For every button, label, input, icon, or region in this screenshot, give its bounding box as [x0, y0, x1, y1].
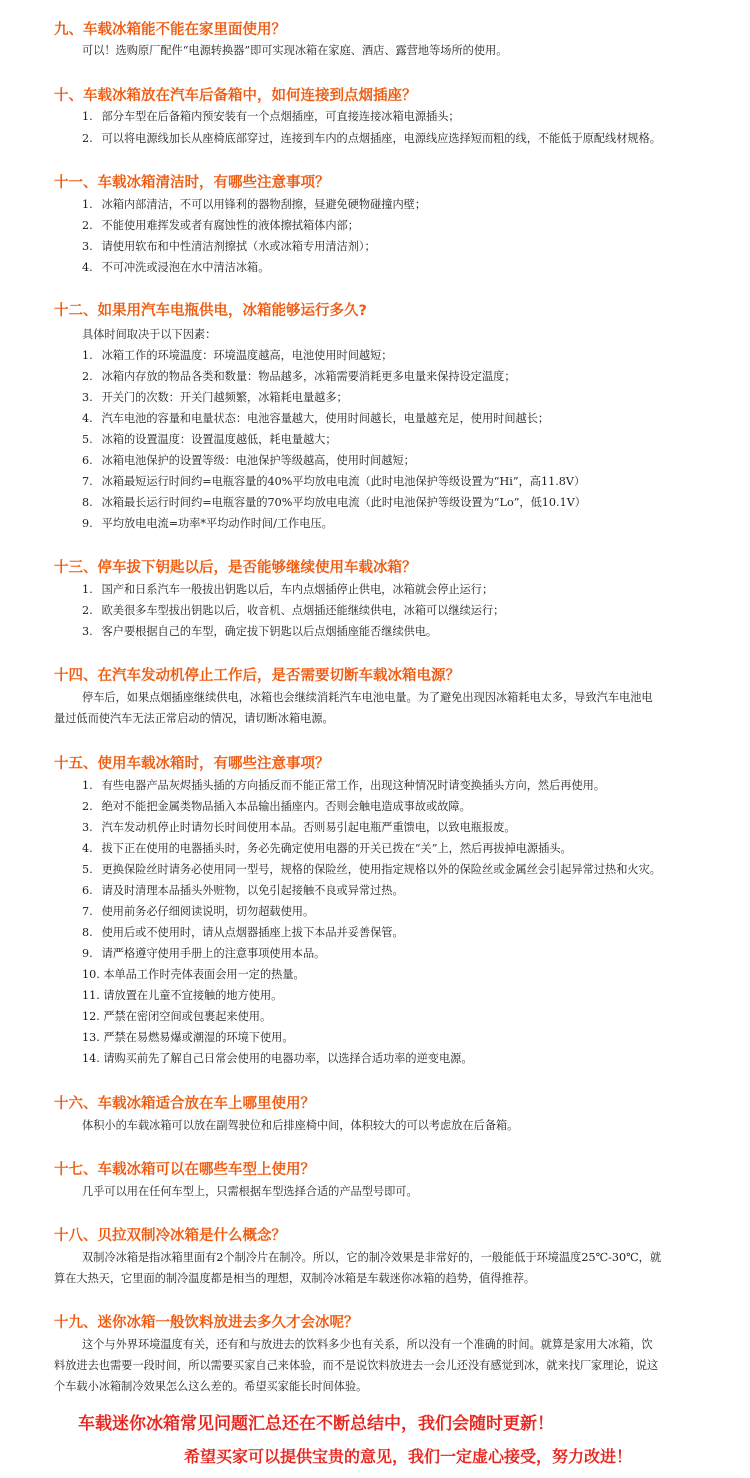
item-text: 部分车型在后备箱内预安装有一个点烟插座，可直接连接冰箱电源插头； [101, 110, 460, 123]
section-18-paragraph-line: 算在大热天，它里面的制冷温度都是相当的理想，双制冷冰箱是车载迷你冰箱的趋势，值得推荐。 [54, 1272, 536, 1285]
item-text: 开关门的次数：开关门越频繁，冰箱耗电量越多； [101, 391, 348, 404]
list-item [82, 603, 504, 619]
section-18-paragraph-line: 双制冷冰箱是指冰箱里面有2个制冷片在制冷。所以，它的制冷效果是非常好的，一般能低于环境温度25℃-30℃，就 [82, 1251, 662, 1264]
item-text: 有些电器产品灰烬插头插的方向插反而不能正常工作，出现这种情况时请变换插头方向，然后再使用。 [101, 779, 606, 792]
list-item [82, 109, 460, 125]
item-text: 欧美很多车型拔出钥匙以后，收音机、点烟插还能继续供电，冰箱可以继续运行； [101, 604, 505, 617]
list-item [82, 348, 392, 364]
list-item [82, 260, 269, 276]
section-11-title: 十一、车载冰箱清洁时，有哪些注意事项？ [54, 175, 330, 191]
section-9-title: 九、车载冰箱能不能在家里面使用？ [54, 22, 286, 38]
item-text: 可以将电源线加长从座椅底部穿过，连接到车内的点烟插座，电源线应选择短而粗的线，不能低于原配线材规格。 [101, 132, 661, 145]
item-number: 9. [82, 947, 93, 960]
item-number: 2. [82, 370, 93, 383]
item-number: 2. [82, 800, 93, 813]
item-text: 不能使用难挥发或者有腐蚀性的液体擦拭箱体内部； [101, 219, 359, 232]
section-19-paragraph-line: 料放进去也需要一段时间，所以需要买家自己来体验，而不是说饮料放进去一会儿还没有感觉到冰，就来找厂家理论，说这 [54, 1359, 659, 1372]
list-item [82, 218, 359, 234]
section-14-paragraph-line: 停车后，如果点烟插座继续供电，冰箱也会继续消耗汽车电池电量。为了避免出现因冰箱耗电太多，导致汽车电池电 [82, 691, 653, 704]
section-14-paragraph-line: 量过低而使汽车无法正常启动的情况，请切断冰箱电源。 [54, 712, 334, 725]
item-text: 请严格遵守使用手册上的注意事项使用本品。 [101, 947, 326, 960]
item-number: 5. [82, 433, 93, 446]
item-text: 严禁在密闭空间或包裹起来使用。 [103, 1010, 272, 1023]
item-text: 请放置在儿童不宜接触的地方使用。 [103, 989, 283, 1002]
item-number: 3. [82, 625, 93, 638]
list-item [82, 624, 437, 640]
item-number: 4. [82, 842, 93, 855]
item-number: 8. [82, 926, 93, 939]
item-text: 汽车电池的容量和电量状态：电池容量越大，使用时间越长，电量越充足，使用时间越长； [101, 412, 550, 425]
item-text: 冰箱内存放的物品各类和数量：物品越多，冰箱需要消耗更多电量来保持设定温度； [101, 370, 516, 383]
item-text: 绝对不能把金属类物品插入本品输出插座内。否则会触电造成事故或故障。 [101, 800, 471, 813]
list-item [82, 390, 348, 406]
list-item [82, 778, 605, 794]
item-text: 客户要根据自己的车型，确定拔下钥匙以后点烟插座能否继续供电。 [101, 625, 438, 638]
list-item [82, 582, 493, 598]
list-item [82, 474, 585, 490]
item-number: 13. [82, 1031, 100, 1044]
list-item [82, 925, 404, 941]
item-text: 冰箱最短运行时间约=电瓶容量的40%平均放电电流（此时电池保护等级设置为“Hi”，高11.8V） [101, 475, 586, 488]
item-text: 汽车发动机停止时请勿长时间使用本品。否则易引起电瓶严重馈电，以致电瓶报废。 [101, 821, 516, 834]
item-text: 请购买前先了解自己日常会使用的电器功率，以选择合适功率的逆变电源。 [103, 1052, 473, 1065]
item-text: 冰箱内部清洁，不可以用锋利的器物刮擦，昼避免硬物碰撞内壁； [101, 198, 427, 211]
item-number: 1. [82, 779, 93, 792]
item-text: 更换保险丝时请务必使用同一型号，规格的保险丝，使用指定规格以外的保险丝或金属丝会引起异常过热和火灾。 [101, 863, 661, 876]
section-18-title: 十八、贝拉双制冷冰箱是什么概念？ [54, 1228, 286, 1244]
item-text: 严禁在易燃易爆或潮湿的环境下使用。 [103, 1031, 294, 1044]
item-number: 1. [82, 198, 93, 211]
section-10-title: 十、车载冰箱放在汽车后备箱中，如何连接到点烟插座？ [54, 88, 417, 104]
section-17-text: 几乎可以用在任何车型上，只需根据车型选择合适的产品型号即可。 [82, 1185, 418, 1198]
list-item [82, 1030, 294, 1046]
section-9-text: 可以！选购原厂配件“电源转换器”即可实现冰箱在家庭、酒店、露营地等场所的使用。 [82, 44, 508, 57]
list-item [82, 988, 282, 1004]
list-item [82, 1009, 271, 1025]
item-number: 6. [82, 884, 93, 897]
item-number: 2. [82, 132, 93, 145]
item-text: 冰箱电池保护的设置等级：电池保护等级越高，使用时间越短； [101, 454, 415, 467]
item-text: 请及时清理本品插头外赃物，以免引起接触不良或异常过热。 [101, 884, 404, 897]
list-item [82, 131, 661, 147]
item-number: 3. [82, 821, 93, 834]
list-item [82, 967, 305, 983]
item-number: 4. [82, 412, 93, 425]
item-number: 1. [82, 349, 93, 362]
list-item [82, 411, 549, 427]
section-15-title: 十五、使用车载冰箱时，有哪些注意事项？ [54, 756, 330, 772]
item-number: 12. [82, 1010, 100, 1023]
footer-notice-line-1: 车载迷你冰箱常见问题汇总还在不断总结中，我们会随时更新！ [78, 1414, 554, 1434]
section-13-title: 十三、停车拔下钥匙以后，是否能够继续使用车载冰箱？ [54, 560, 417, 576]
list-item [82, 453, 415, 469]
item-text: 冰箱最长运行时间约=电瓶容量的70%平均放电电流（此时电池保护等级设置为“Lo”，低10.1V） [101, 496, 586, 509]
list-item [82, 904, 314, 920]
item-number: 7. [82, 475, 93, 488]
item-number: 2. [82, 604, 93, 617]
item-number: 14. [82, 1052, 100, 1065]
section-14-title: 十四、在汽车发动机停止工作后，是否需要切断车载冰箱电源？ [54, 668, 460, 684]
item-number: 2. [82, 219, 93, 232]
item-text: 使用后或不使用时，请从点烟器插座上拔下本品并妥善保管。 [101, 926, 404, 939]
list-item [82, 1051, 473, 1067]
section-19-paragraph-line: 这个与外界环境温度有关，还有和与放进去的饮料多少也有关系，所以没有一个准确的时间。就算是家用大冰箱，饮 [82, 1338, 653, 1351]
item-number: 6. [82, 454, 93, 467]
item-number: 4. [82, 261, 93, 274]
list-item [82, 432, 337, 448]
list-item [82, 197, 426, 213]
list-item [82, 516, 333, 532]
section-19-title: 十九、迷你冰箱一般饮料放进去多久才会冰呢？ [54, 1315, 359, 1331]
item-number: 9. [82, 517, 93, 530]
item-number: 1. [82, 583, 93, 596]
item-number: 3. [82, 240, 93, 253]
item-text: 使用前务必仔细阅读说明，切勿超载使用。 [101, 905, 315, 918]
item-number: 7. [82, 905, 93, 918]
item-text: 拔下正在使用的电器插头时，务必先确定使用电器的开关已拨在“关”上，然后再拔掉电源插头。 [101, 842, 572, 855]
item-number: 10. [82, 968, 100, 981]
list-item [82, 820, 516, 836]
section-12-title: 十二、如果用汽车电瓶供电，冰箱能够运行多久? [54, 303, 367, 319]
item-number: 11. [82, 989, 100, 1002]
item-text: 不可冲洗或浸泡在水中清洁冰箱。 [101, 261, 270, 274]
list-item [82, 799, 471, 815]
list-item [82, 369, 516, 385]
section-17-title: 十七、车载冰箱可以在哪些车型上使用？ [54, 1162, 315, 1178]
footer-notice-line-2: 希望买家可以提供宝贵的意见，我们一定虚心接受，努力改进！ [184, 1447, 633, 1466]
item-text: 平均放电电流=功率*平均动作时间/工作电压。 [101, 517, 333, 530]
section-12-intro: 具体时间取决于以下因素： [82, 328, 217, 341]
item-number: 3. [82, 391, 93, 404]
item-text: 请使用软布和中性清洁剂擦拭（水或冰箱专用清洁剂）； [101, 240, 376, 253]
section-19-paragraph-line: 个车载小冰箱制冷效果怎么这么差的。希望买家能长时间体验。 [54, 1380, 368, 1393]
item-number: 5. [82, 863, 93, 876]
list-item [82, 841, 572, 857]
list-item [82, 495, 586, 511]
list-item [82, 883, 404, 899]
item-text: 冰箱的设置温度：设置温度越低，耗电量越大； [101, 433, 337, 446]
list-item [82, 239, 376, 255]
item-number: 8. [82, 496, 93, 509]
item-text: 国产和日系汽车一般拔出钥匙以后，车内点烟插停止供电，冰箱就会停止运行； [101, 583, 494, 596]
section-16-text: 体积小的车载冰箱可以放在副驾驶位和后排座椅中间，体积较大的可以考虑放在后备箱。 [82, 1119, 519, 1132]
list-item [82, 862, 661, 878]
list-item [82, 946, 325, 962]
item-number: 1. [82, 110, 93, 123]
section-16-title: 十六、车载冰箱适合放在车上哪里使用？ [54, 1096, 315, 1112]
item-text: 本单品工作时壳体表面会用一定的热量。 [103, 968, 305, 981]
item-text: 冰箱工作的环境温度：环境温度越高，电池使用时间越短； [101, 349, 393, 362]
